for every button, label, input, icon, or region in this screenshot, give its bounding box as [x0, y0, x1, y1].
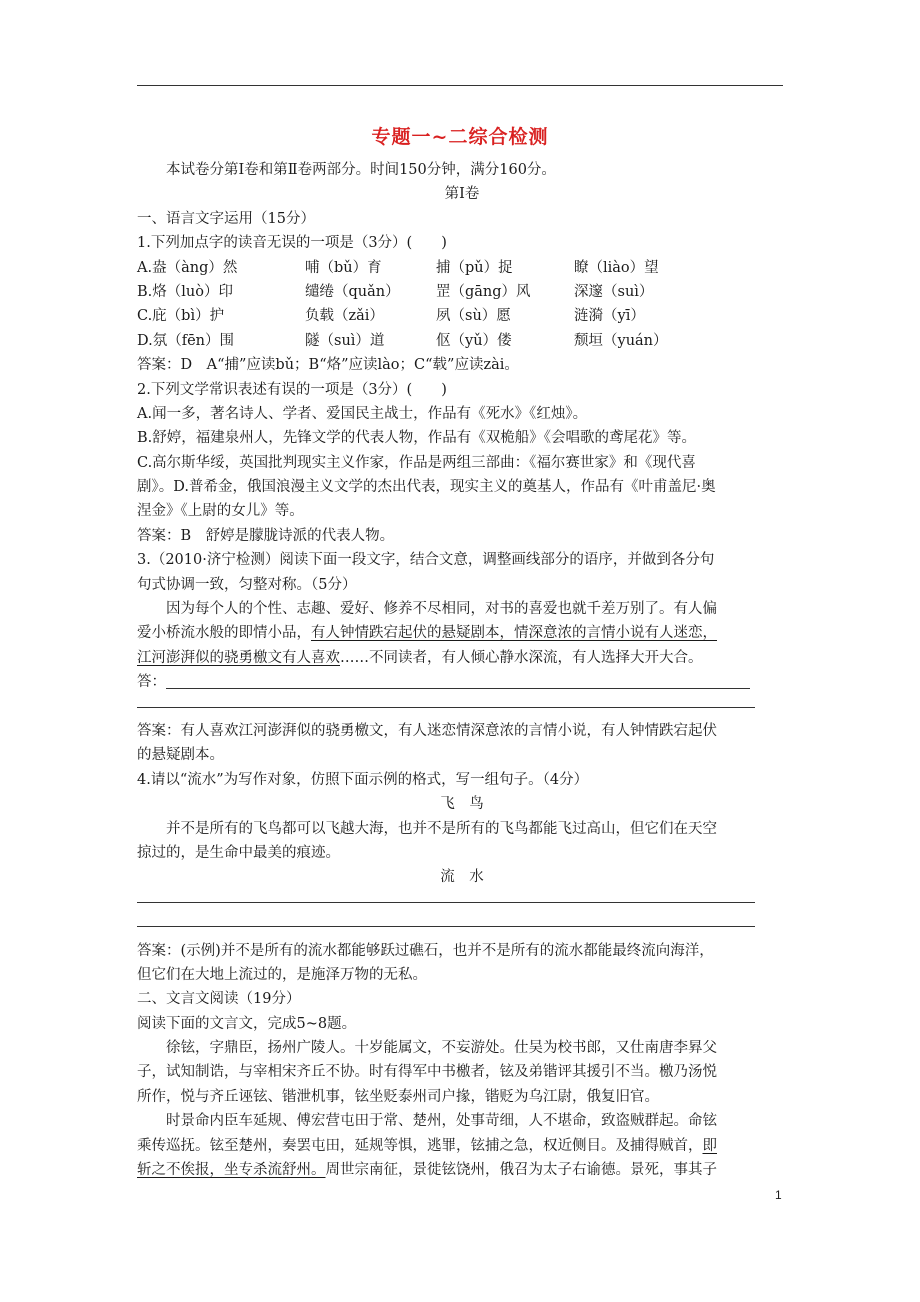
option-cell: B.烙（luò）印 — [137, 283, 233, 300]
answer-line — [137, 670, 787, 694]
question-1-stem: 1.下列加点字的读音无误的一项是（3分）( ) — [137, 235, 447, 252]
passage-line — [137, 1134, 787, 1158]
section-intro: 阅读下面的文言文，完成5~8题。 — [137, 1015, 357, 1032]
option-cell: C.庇（bì）护 — [137, 308, 225, 325]
question-2-stem: 2.下列文学常识表述有误的一项是（3分）( ) — [137, 381, 447, 398]
question-1-option-c — [137, 304, 787, 328]
underlined-text: 有人钟情跌宕起伏的悬疑剧本，情深意浓的言情小说有人迷恋， — [311, 625, 717, 642]
option-cell: 涟漪（yī） — [574, 308, 645, 325]
option-cell: 捕（pǔ）捉 — [436, 259, 513, 276]
passage-line — [137, 1158, 787, 1182]
answer-blank-line[interactable] — [137, 695, 787, 719]
question-3-passage-line — [137, 646, 787, 670]
question-3-stem: 3.（2010·济宁检测）阅读下面一段文字，结合文意，调整画线部分的语序，并做到各分句 — [137, 552, 715, 569]
question-3-answer-cont: 的悬疑剧本。 — [137, 747, 224, 764]
passage-text: 爱小桥流水般的即情小品， — [137, 625, 311, 642]
example-text-cont: 掠过的，是生命中最美的痕迹。 — [137, 844, 340, 861]
question-3-answer: 答案：有人喜欢江河澎湃似的骁勇檄文，有人迷恋情深意浓的言情小说，有人钟情跌宕起伏 — [137, 722, 717, 739]
option-cell: 颓垣（yuán） — [574, 332, 668, 349]
question-3-passage-line — [137, 621, 787, 645]
question-2-option-b: B.舒婷，福建泉州人，先锋文学的代表人物，作品有《双桅船》《会唱歌的鸢尾花》等。 — [137, 430, 697, 447]
intro-text: 本试卷分第Ⅰ卷和第Ⅱ卷两部分。时间150分钟，满分160分。 — [166, 162, 556, 178]
question-3-passage: 因为每个人的个性、志趣、爱好、修养不尽相同，对书的喜爱也就千差万别了。有人偏 — [166, 601, 717, 618]
option-cell: 负载（zǎi） — [305, 308, 384, 325]
question-2-answer: 答案：B 舒婷是朦胧诗派的代表人物。 — [137, 527, 395, 544]
option-cell: 深邃（suì） — [574, 283, 654, 300]
question-1-option-a — [137, 256, 787, 280]
question-3-stem-cont: 句式协调一致，匀整对称。（5分） — [137, 576, 357, 593]
section-heading: 二、文言文阅读（19分） — [137, 991, 301, 1008]
passage-line: 子，试知制诰，与宰相宋齐丘不协。时有得军中书檄者，铉及弟锴评其援引不当。檄乃汤悦 — [137, 1064, 717, 1081]
option-cell: 夙（sù）愿 — [436, 308, 511, 325]
option-cell: D.氛（fēn）围 — [137, 332, 235, 349]
option-cell: 罡（gāng）风 — [436, 283, 531, 300]
question-2-option-c: C.高尔斯华绥，英国批判现实主义作家，作品是两组三部曲：《福尔赛世家》和《现代喜 — [137, 454, 696, 471]
exam-body — [137, 158, 787, 1182]
part-heading: 第Ⅰ卷 — [444, 186, 480, 203]
underlined-text: 江河澎湃似的骁勇檄文有人喜欢 — [137, 649, 340, 666]
prompt-heading: 流 水 — [440, 869, 484, 886]
passage-text: ……不同读者，有人倾心静水深流，有人选择大开大合。 — [340, 649, 703, 666]
answer-label: 答： — [137, 674, 166, 691]
answer-blank[interactable] — [166, 676, 750, 689]
example-heading: 飞 鸟 — [440, 796, 484, 813]
option-cell: 隧（suì）道 — [305, 332, 385, 349]
question-2-option-a: A.闻一多，著名诗人、学者、爱国民主战士，作品有《死水》《红烛》。 — [137, 405, 588, 422]
question-1-answer: 答案：D A“捕”应读bǔ；B“烙”应读lào；C“载”应读zài。 — [137, 357, 519, 374]
passage-text: 乘传巡抚。铉至楚州，奏罢屯田，延规等惧，逃罪，铉捕之急，权近侧目。及捕得贼首， — [137, 1137, 703, 1154]
question-2-option-c-cont: 剧》。D.普希金，俄国浪漫主义文学的杰出代表，现实主义的奠基人，作品有《叶甫盖尼·奥 — [137, 479, 716, 496]
question-1-option-b — [137, 280, 787, 304]
passage-line: 时景命内臣车延规、傅宏营屯田于常、楚州，处事苛细，人不堪命，致盗贼群起。命铉 — [166, 1113, 717, 1130]
page-number: 1 — [775, 1188, 782, 1202]
example-text: 并不是所有的飞鸟都可以飞越大海，也并不是所有的飞鸟都能飞过高山，但它们在天空 — [166, 820, 717, 837]
question-4-answer-cont: 但它们在大地上流过的，是施泽万物的无私。 — [137, 966, 427, 983]
option-cell: 瞭（liào）望 — [574, 259, 659, 276]
option-cell: 缱绻（quǎn） — [305, 283, 400, 300]
passage-line: 所作，悦与齐丘诬铉、锴泄机事，铉坐贬泰州司户掾，锴贬为乌江尉，俄复旧官。 — [137, 1088, 659, 1105]
passage-text: 周世宗南征，景徙铉饶州，俄召为太子右谕德。景死，事其子 — [325, 1162, 717, 1179]
passage-line: 徐铉，字鼎臣，扬州广陵人。十岁能属文，不妄游处。仕吴为校书郎，又仕南唐李昪父 — [166, 1040, 717, 1057]
question-2-option-d-cont: 涅金》《上尉的女儿》等。 — [137, 503, 304, 520]
underlined-text: 即 — [702, 1137, 717, 1154]
answer-blank-line[interactable] — [137, 890, 787, 914]
option-cell: A.盎（àng）然 — [137, 259, 238, 276]
question-4-stem: 4.请以“流水”为写作对象，仿照下面示例的格式，写一组句子。（4分） — [137, 771, 589, 788]
question-1-option-d — [137, 329, 787, 353]
section-heading: 一、语言文字运用（15分） — [137, 210, 315, 227]
option-cell: 哺（bǔ）育 — [305, 259, 382, 276]
answer-blank-line[interactable] — [137, 914, 787, 938]
page-title: 专题一~二综合检测 — [371, 126, 549, 148]
underlined-text: 斩之不俟报，坐专杀流舒州。 — [137, 1162, 326, 1179]
question-4-answer: 答案：(示例)并不是所有的流水都能够跃过礁石，也并不是所有的流水都能最终流向海洋， — [137, 942, 714, 959]
option-cell: 伛（yǔ）偻 — [436, 332, 512, 349]
header-rule — [137, 85, 783, 86]
